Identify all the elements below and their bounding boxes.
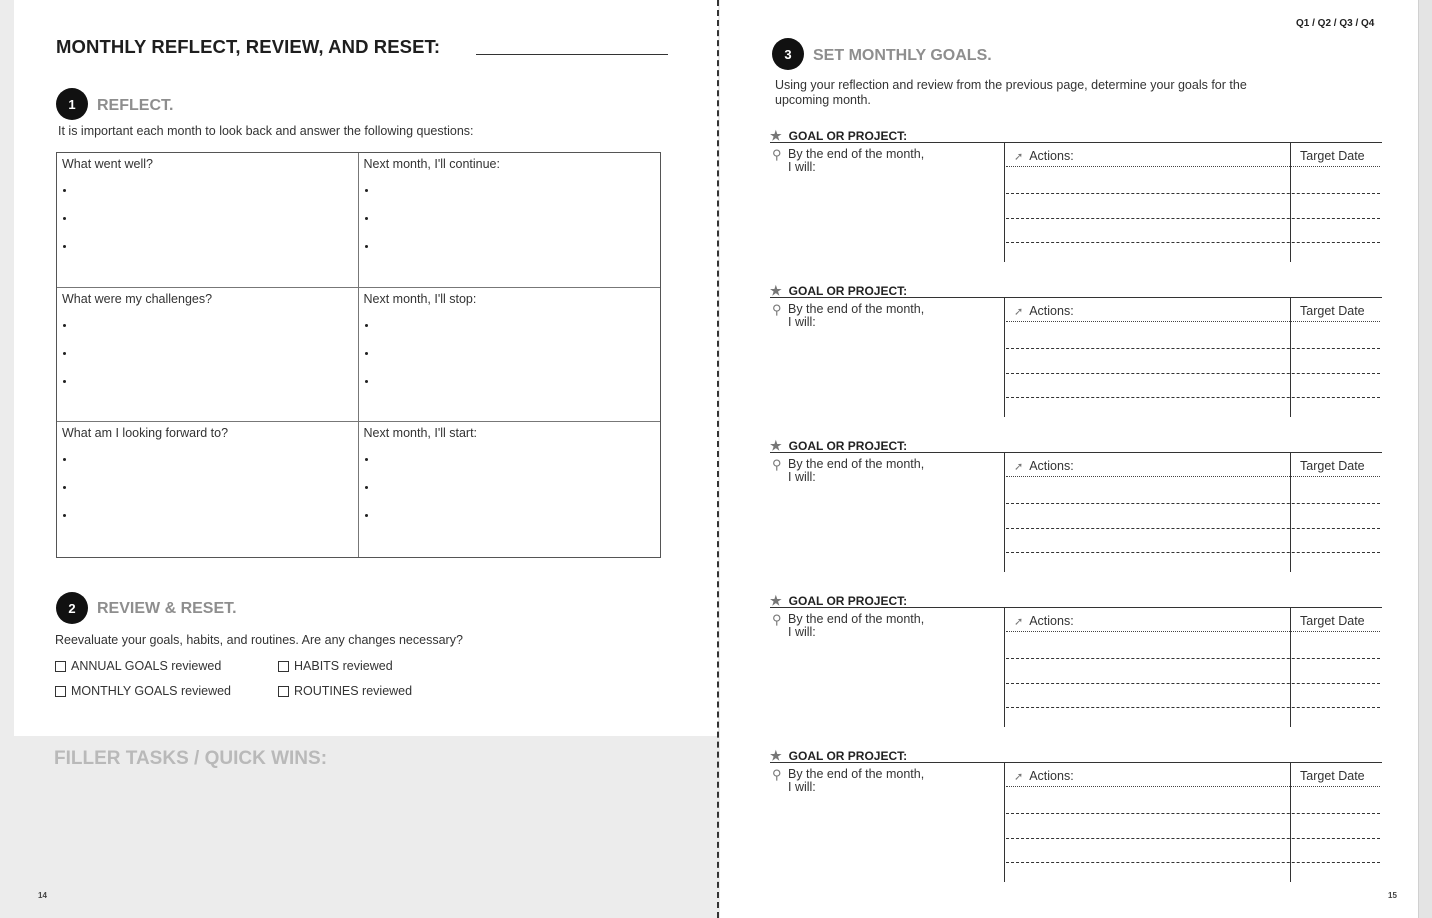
checkbox-icon[interactable] xyxy=(278,661,289,672)
goal-block: ★ GOAL OR PROJECT: ⚲ By the end of the month, I will: ➚ Actions: Target Date xyxy=(770,283,1382,423)
bullet xyxy=(63,458,66,461)
checkbox-icon[interactable] xyxy=(278,686,289,697)
reflect-cell[interactable] xyxy=(57,422,359,557)
column-divider xyxy=(1290,143,1291,262)
checkbox-habits[interactable] xyxy=(278,659,393,673)
star-icon: ★ xyxy=(770,593,782,608)
bullet xyxy=(365,486,368,489)
column-divider xyxy=(1004,763,1005,882)
map-pin-icon: ⚲ xyxy=(772,457,782,472)
checkbox-routines[interactable] xyxy=(278,684,412,698)
arrow-icon: ➚ xyxy=(1014,460,1024,473)
reflect-cell[interactable] xyxy=(359,288,661,423)
target-date-header: Target Date xyxy=(1300,304,1365,318)
checkbox-icon[interactable] xyxy=(55,661,66,672)
cell-label: What went well? xyxy=(62,157,154,171)
bullet xyxy=(365,458,368,461)
action-line[interactable] xyxy=(1006,528,1380,529)
action-line[interactable] xyxy=(1006,862,1380,863)
action-line[interactable] xyxy=(1006,193,1380,194)
section-1-title: REFLECT. xyxy=(97,97,174,114)
right-page xyxy=(720,0,1418,918)
cell-label: What were my challenges? xyxy=(62,291,213,306)
left-page xyxy=(14,0,718,918)
map-pin-icon: ⚲ xyxy=(772,302,782,317)
action-line[interactable] xyxy=(1006,218,1380,219)
bullet xyxy=(63,217,66,220)
action-line[interactable] xyxy=(1006,348,1380,349)
filler-title: FILLER TASKS / QUICK WINS: xyxy=(54,748,328,769)
actions-header: ➚ Actions: xyxy=(1014,769,1074,783)
checkbox-monthly-goals[interactable] xyxy=(55,684,231,698)
actions-header: ➚ Actions: xyxy=(1014,304,1074,318)
goal-heading: ★ GOAL OR PROJECT: xyxy=(770,438,908,453)
column-divider xyxy=(1290,608,1291,727)
dotted-rule xyxy=(1006,321,1380,322)
action-line[interactable] xyxy=(1006,397,1380,398)
column-divider xyxy=(1004,298,1005,417)
bullet xyxy=(63,245,66,248)
column-divider xyxy=(1290,453,1291,572)
bullet xyxy=(63,324,66,327)
section-1-badge: 1 xyxy=(56,88,88,120)
bullet xyxy=(63,380,66,383)
title-write-line xyxy=(476,54,668,55)
bullet xyxy=(365,514,368,517)
checkbox-label: ANNUAL GOALS reviewed xyxy=(71,659,222,673)
star-icon: ★ xyxy=(770,748,782,763)
goal-block: ★ GOAL OR PROJECT: ⚲ By the end of the month, I will: ➚ Actions: Target Date xyxy=(770,438,1382,578)
cell-label: Next month, I'll start: xyxy=(363,426,478,441)
goal-heading: ★ GOAL OR PROJECT: xyxy=(770,128,908,143)
bullet xyxy=(365,352,368,355)
action-line[interactable] xyxy=(1006,658,1380,659)
map-pin-icon: ⚲ xyxy=(772,147,782,162)
page-divider xyxy=(717,0,719,918)
action-line[interactable] xyxy=(1006,242,1380,243)
arrow-icon: ➚ xyxy=(1014,770,1024,783)
dotted-rule xyxy=(1006,476,1380,477)
target-date-header: Target Date xyxy=(1300,149,1365,163)
map-pin-icon: ⚲ xyxy=(772,612,782,627)
goal-heading: ★ GOAL OR PROJECT: xyxy=(770,593,908,608)
checkbox-annual-goals[interactable] xyxy=(55,659,221,673)
section-2-title: REVIEW & RESET. xyxy=(97,600,237,617)
column-divider xyxy=(1290,763,1291,882)
action-line[interactable] xyxy=(1006,552,1380,553)
goal-heading: ★ GOAL OR PROJECT: xyxy=(770,748,908,763)
goal-heading: ★ GOAL OR PROJECT: xyxy=(770,283,908,298)
bullet xyxy=(365,189,368,192)
action-line[interactable] xyxy=(1006,838,1380,839)
cell-label: Next month, I'll continue: xyxy=(363,157,500,171)
action-line[interactable] xyxy=(1006,373,1380,374)
star-icon: ★ xyxy=(770,438,782,453)
column-divider xyxy=(1004,608,1005,727)
section-3-badge: 3 xyxy=(772,38,804,70)
actions-header: ➚ Actions: xyxy=(1014,149,1074,163)
page-number-left: 14 xyxy=(38,891,47,900)
bullet xyxy=(63,352,66,355)
arrow-icon: ➚ xyxy=(1014,150,1024,163)
quarter-tabs: Q1 / Q2 / Q3 / Q4 xyxy=(1296,18,1375,29)
vertical-scrollbar[interactable] xyxy=(1418,0,1432,918)
page-title: MONTHLY REFLECT, REVIEW, AND RESET: xyxy=(56,36,441,57)
bullet xyxy=(365,217,368,220)
bullet xyxy=(365,245,368,248)
action-line[interactable] xyxy=(1006,813,1380,814)
page-number-right: 15 xyxy=(1388,891,1397,900)
reflect-cell[interactable] xyxy=(359,153,661,288)
actions-header: ➚ Actions: xyxy=(1014,614,1074,628)
filler-tasks-area[interactable] xyxy=(14,736,718,918)
checkbox-icon[interactable] xyxy=(55,686,66,697)
dotted-rule xyxy=(1006,166,1380,167)
column-divider xyxy=(1004,453,1005,572)
section-2-intro: Reevaluate your goals, habits, and routines. Are any changes necessary? xyxy=(55,633,463,647)
goal-block: ★ GOAL OR PROJECT: ⚲ By the end of the month, I will: ➚ Actions: Target Date xyxy=(770,593,1382,733)
bullet xyxy=(63,189,66,192)
dotted-rule xyxy=(1006,631,1380,632)
star-icon: ★ xyxy=(770,128,782,143)
cell-label: Next month, I'll stop: xyxy=(363,291,477,306)
cell-label: What am I looking forward to? xyxy=(62,426,229,441)
star-icon: ★ xyxy=(770,283,782,298)
checkbox-label: MONTHLY GOALS reviewed xyxy=(71,684,232,698)
bullet xyxy=(365,324,368,327)
action-line[interactable] xyxy=(1006,503,1380,504)
target-date-header: Target Date xyxy=(1300,769,1365,783)
dotted-rule xyxy=(1006,786,1380,787)
section-3-intro-line2: upcoming month. xyxy=(775,93,871,107)
bullet xyxy=(63,514,66,517)
goal-block: ★ GOAL OR PROJECT: ⚲ By the end of the month, I will: ➚ Actions: Target Date xyxy=(770,748,1382,888)
section-1-intro: It is important each month to look back and answer the following questions: xyxy=(58,124,474,138)
arrow-icon: ➚ xyxy=(1014,305,1024,318)
goal-block: ★ GOAL OR PROJECT: ⚲ By the end of the month, I will: ➚ Actions: Target Date xyxy=(770,128,1382,268)
action-line[interactable] xyxy=(1006,707,1380,708)
action-line[interactable] xyxy=(1006,683,1380,684)
reflect-grid xyxy=(56,152,661,558)
section-3-intro-line1: Using your reflection and review from the previous page, determine your goals for the xyxy=(775,78,1247,92)
arrow-icon: ➚ xyxy=(1014,615,1024,628)
checkbox-label: HABITS reviewed xyxy=(294,659,393,673)
bullet xyxy=(63,486,66,489)
target-date-header: Target Date xyxy=(1300,459,1365,473)
target-date-header: Target Date xyxy=(1300,614,1365,628)
map-pin-icon: ⚲ xyxy=(772,767,782,782)
reflect-cell[interactable] xyxy=(57,288,359,423)
reflect-cell[interactable] xyxy=(57,153,359,288)
column-divider xyxy=(1004,143,1005,262)
section-2-badge: 2 xyxy=(56,592,88,624)
bullet xyxy=(365,380,368,383)
checkbox-label: ROUTINES reviewed xyxy=(294,684,413,698)
section-3-title: SET MONTHLY GOALS. xyxy=(813,47,992,64)
actions-header: ➚ Actions: xyxy=(1014,459,1074,473)
reflect-cell[interactable] xyxy=(359,422,661,557)
column-divider xyxy=(1290,298,1291,417)
